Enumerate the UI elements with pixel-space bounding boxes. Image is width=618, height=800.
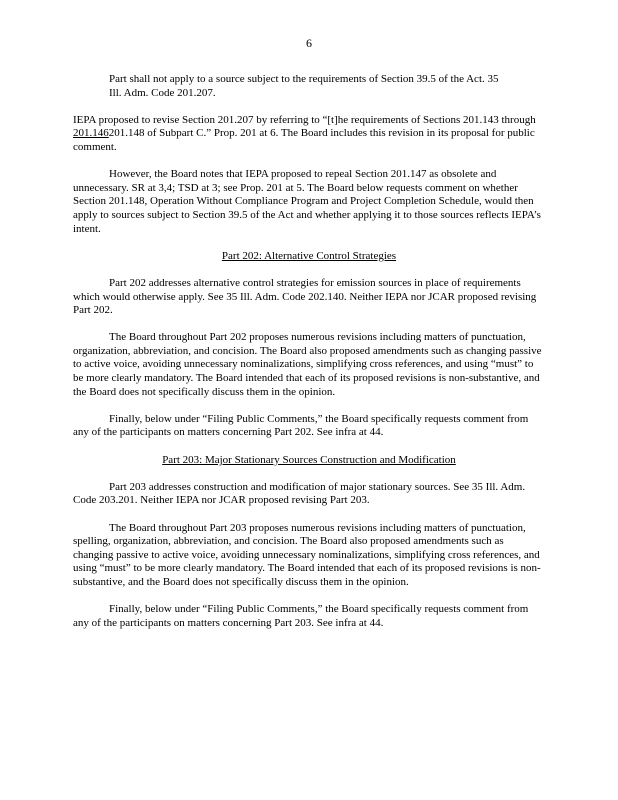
part-202-revisions-paragraph: The Board throughout Part 202 proposes numerous revisions including matters of punctuation, organization, abbreviation, and concision. The Board also proposed amendments such as changing passive to active voice, avoiding unnecessary nominalizations, simplifying cross references, and using “must” to be more clearly mandatory. The Board intended that each of its proposed revisions is non-substantive, and the Board does not specifically discuss them in the opinion. (73, 331, 542, 398)
part-203-revisions-paragraph: The Board throughout Part 203 proposes numerous revisions including matters of punctuation, spelling, organization, abbreviation, and concision. The Board also proposed amendments such as changing passive to active voice, avoiding unnecessary nominalizations, simplifying cross references, and using “must” to be more clearly mandatory. The Board intended that each of its proposed revisions is non-substantive, and the Board does not specifically discuss them in the opinion. (73, 521, 541, 588)
part-203-intro-paragraph: Part 203 addresses construction and modification of major stationary sources. See 35 Ill. Adm. Code 203.201. Neither IEPA nor JCAR proposed revising Part 203. (73, 480, 526, 507)
part-202-heading-text: Part 202: Alternative Control Strategies (221, 249, 397, 262)
part-203-heading-text: Part 203: Major Stationary Sources Construction and Modification (162, 453, 456, 466)
part-202-intro-paragraph: Part 202 addresses alternative control strategies for emission sources in place of requirements which would otherwise apply. See 35 Ill. Adm. Code 202.140. Neither IEPA nor JCAR proposed revising Part 202. (73, 276, 537, 317)
part-202-heading (73, 250, 545, 264)
part-203-heading (73, 454, 545, 468)
document-body (73, 73, 545, 644)
iepa-revision-text-before: IEPA proposed to revise Section 201.207 by referring to “[t]he requirements of Sections 201.143 through (73, 113, 536, 126)
iepa-revision-paragraph (73, 114, 545, 155)
part-203-comments-paragraph: Finally, below under “Filing Public Comments,” the Board specifically requests comment from any of the participants on matters concerning Part 203. See infra at 44. (73, 603, 529, 629)
iepa-revision-text-after: 201.148 of Subpart C.” Prop. 201 at 6. The Board includes this revision in its proposal for public comment. (73, 127, 535, 153)
quoted-rule-text: Part shall not apply to a source subject to the requirements of Section 39.5 of the Act. 35 Ill. Adm. Code 201.207. (109, 73, 499, 99)
page-number: 6 (306, 36, 312, 50)
inserted-text: 201.146 (73, 127, 109, 140)
part-202-comments-paragraph: Finally, below under “Filing Public Comments,” the Board specifically requests comment from any of the participants on matters concerning Part 202. See infra at 44. (73, 412, 529, 439)
repeal-paragraph: However, the Board notes that IEPA proposed to repeal Section 201.147 as obsolete and unnecessary. SR at 3,4; TSD at 3; see Prop. 201 at 5. The Board below requests comment on whether Section 201.148, Operation Without Compliance Program and Project Completion Schedule, would then apply to sources subject to Section 39.5 of the Act and whether applying it to those sources reflects IEPA’s intent. (73, 168, 541, 235)
